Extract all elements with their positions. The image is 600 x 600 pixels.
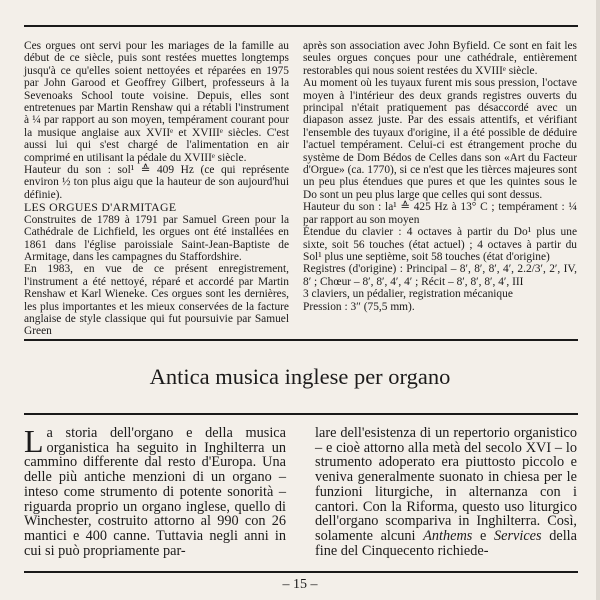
drop-cap: L [24,423,44,459]
section-rule-bottom [24,413,578,415]
manuals-spec: 3 claviers, un pédalier, registration mécanique [303,288,513,301]
french-paragraph: Construites de 1789 à 1791 par Samuel Green pour la Cathédrale de Lichfield, les orgues ont été installées en 1861 dans l'église paroissiale Saint-Jean-Baptiste de Armitage, dans les campagnes du Staffordshire. [24,213,289,263]
french-left-column [24,40,289,338]
french-paragraph: Hauteur du son : sol¹ ≙ 409 Hz (ce qui représente environ ½ ton plus aigu que la hauteur de son aujourd'hui définie). [24,164,289,201]
italian-right-column [315,426,577,558]
italic-term: Anthems [423,527,473,544]
page-title: Antica musica inglese per organo [149,364,451,389]
french-paragraph: après son association avec John Byfield. Ce sont en fait les seules orgues conçues pour une cathédrale, entièrement restorables qui nous soient restées du XVIIIᵉ siècle. [303,40,577,77]
french-paragraph: Ces orgues ont servi pour les mariages de la famille au début de ce siècle, puis sont restées muettes longtemps jusqu'à ce qu'elles soient nettoyées et réparées en 1975 par John Garood et Geoffrey Gilbert, professeurs à la Sevenoaks School toute voisine. Depuis, elles sont entretenues par Martin Renshaw qui a rétabli l'instrument à ¼ par rapport au son moyen, tempérament courant pour la musique anglaise aux XVIIᵉ et XVIIIᵉ siècles. C'est aussi lui qui s'est chargé de l'alimentation en air comprimé en utilisant la pédale du XVIIIᵉ siècle. [24,40,289,164]
page-number: – 15 – [282,577,318,592]
italic-term: Services [493,527,542,544]
italian-paragraph: lare dell'esistenza di un repertorio organistico – e cioè attorno alla metà del secolo XVI – lo strumento adoperato era piuttosto piccolo e veniva generalmente suonato in chiesa per le funzioni liturgiche, in alternanza con i cantori. Con la Riforma, questo uso liturgico dell'organo scompariva in Inghilterra. Così, solamente alcuni [315,425,577,544]
french-paragraph: Au moment où les tuyaux furent mis sous pression, l'octave moyen à l'intérieur des deux grands registres ouverts du principal n'était pratiquement pas désaccordé avec un diapason assez juste. Par des essais attentifs, et vérifiant l'ensemble des tuyaux d'origine, il a été possible de déduire l'actuel tempérament. Celui-ci est étrangement proche du système de Dom Bédos de Celles dans son «Art du Facteur d'Orgue» (ca. 1770), si ce n'est que les tièrces majeures sont un peu plus étendues que pures et que les quintes sous le Do sont un peu plus large que celles qui sont dessus. [303,77,577,201]
pressure-spec: Pression : 3″ (75,5 mm). [303,300,415,313]
stops-spec: Registres (d'origine) : Principal – 8′, 8′, 8′, 4′, 2.2/3′, 2′, IV, 8′ ; Chœur – 8′, 8′, 4′, 4′ ; Récit – 8′, 8′, 8′, 4′, III [303,263,577,288]
section-heading: LES ORGUES D'ARMITAGE [24,200,177,215]
keyboard-range-spec: Étendue du clavier : 4 octaves à partir du Do¹ plus une sixte, soit 56 touches (état actuel) ; 4 octaves à partir du Sol¹ plus une septième, soit 58 touches (état d'origine) [303,226,577,263]
italian-paragraph: della fine del Cinquecento richiede- [315,527,577,559]
french-right-column [303,40,577,313]
connector-text: e [472,527,494,544]
pitch-spec: Hauteur du son : la¹ ≙ 425 Hz à 13° C ; tempérament : ¼ par rapport au son moyen [303,201,577,226]
bottom-rule [24,571,578,573]
italian-paragraph: a storia dell'organo e della musica organistica ha seguito in Inghilterra un cammino differente dal resto d'Europa. Una delle più antiche menzioni di un organo – inteso come strumento di potente sonorità – riguarda proprio un organo inglese, quello di Winchester, costruito attorno al 990 con 26 mantici e 400 canne. Tuttavia negli anni in cui si può propriamente par- [24,425,286,559]
section-rule-top [24,339,578,341]
italian-left-column [24,423,286,559]
french-paragraph: En 1983, en vue de ce présent enregistrement, l'instrument a été nettoyé, réparé et accordé par Martin Renshaw et Karl Wieneke. Ces orgues sont les dernières, les plus importantes et les mieux conservées de la facture anglaise de style classique qui fut poursuivie par Samuel Green [24,263,289,338]
top-rule [24,25,578,27]
page-edge [596,0,600,600]
